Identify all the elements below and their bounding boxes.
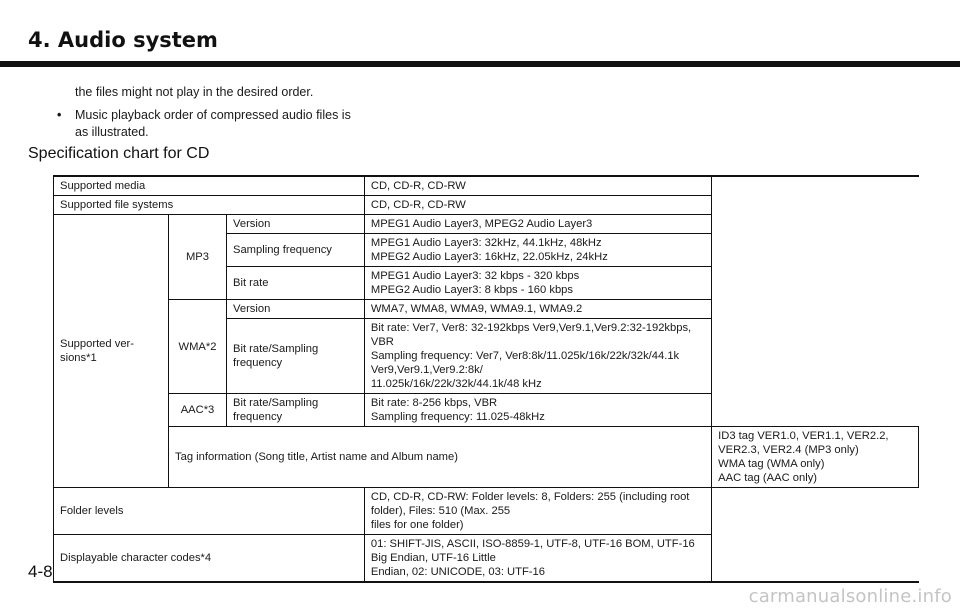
param-value: Bit rate: 8-256 kbps, VBR Sampling frequency: 11.025-48kHz: [364, 394, 711, 427]
row-value-displayable-codes: 01: SHIFT-JIS, ASCII, ISO-8859-1, UTF-8, UTF-16 BOM, UTF-16 Big Endian, UTF-16 Little Endian, 02: UNICODE, 03: UTF-16: [364, 535, 711, 583]
watermark: carmanualsonline.info: [748, 586, 952, 607]
table-row: [54, 427, 919, 488]
row-value-supported-media: CD, CD-R, CD-RW: [364, 176, 711, 196]
bullet-text: Music playback order of compressed audio files is as illustrated.: [75, 108, 351, 139]
param-label: Version: [227, 215, 365, 234]
table-row: [54, 300, 919, 319]
table-row: [54, 176, 919, 196]
row-label-folder-levels: Folder levels: [54, 488, 365, 535]
param-value: WMA7, WMA8, WMA9, WMA9.1, WMA9.2: [364, 300, 711, 319]
row-label-supported-file-systems: Supported file systems: [54, 196, 365, 215]
param-value: MPEG1 Audio Layer3, MPEG2 Audio Layer3: [364, 215, 711, 234]
format-label-mp3: MP3: [169, 215, 227, 300]
param-label: Bit rate: [227, 267, 365, 300]
chart-title: Specification chart for CD: [28, 145, 210, 162]
param-label: Bit rate/Sampling frequency: [227, 319, 365, 394]
param-label: Sampling frequency: [227, 234, 365, 267]
list-item: [57, 107, 355, 141]
bullet-icon: •: [57, 108, 62, 122]
table-row: [54, 394, 919, 427]
spec-table: [53, 175, 919, 583]
intro-paragraph: the files might not play in the desired order.: [75, 85, 314, 99]
table-row: [54, 488, 919, 535]
header-rule: [0, 61, 960, 67]
param-label: Bit rate/Sampling frequency: [227, 394, 365, 427]
bullet-list: [57, 107, 355, 141]
row-value-tag-information: ID3 tag VER1.0, VER1.1, VER2.2, VER2.3, VER2.4 (MP3 only) WMA tag (WMA only) AAC tag (AAC only): [712, 427, 919, 488]
param-value: MPEG1 Audio Layer3: 32 kbps - 320 kbps MPEG2 Audio Layer3: 8 kbps - 160 kbps: [364, 267, 711, 300]
row-label-tag-information: Tag information (Song title, Artist name and Album name): [169, 427, 712, 488]
page-number: 4-8: [28, 562, 53, 581]
format-label-aac: AAC*3: [169, 394, 227, 427]
row-label-supported-media: Supported media: [54, 176, 365, 196]
row-value-supported-file-systems: CD, CD-R, CD-RW: [364, 196, 711, 215]
section-title: 4. Audio system: [28, 28, 218, 52]
row-label-displayable-codes: Displayable character codes*4: [54, 535, 365, 583]
param-label: Version: [227, 300, 365, 319]
table-row: [54, 535, 919, 583]
table-row: [54, 215, 919, 234]
param-value: Bit rate: Ver7, Ver8: 32-192kbps Ver9,Ver9.1,Ver9.2:32-192kbps, VBR Sampling frequency: Ver7, Ver8:8k/11.025k/16k/22k/32k/44.1k Ver9,Ver9.1,Ver9.2:8k/ 11.025k/16k/22k/32k/44.1k/48 kHz: [364, 319, 711, 394]
group-label-supported-versions: Supported ver- sions*1: [54, 215, 169, 488]
table-row: [54, 196, 919, 215]
param-value: MPEG1 Audio Layer3: 32kHz, 44.1kHz, 48kHz MPEG2 Audio Layer3: 16kHz, 22.05kHz, 24kHz: [364, 234, 711, 267]
format-label-wma: WMA*2: [169, 300, 227, 394]
row-value-folder-levels: CD, CD-R, CD-RW: Folder levels: 8, Folders: 255 (including root folder), Files: 510 (Max. 255 files for one folder): [364, 488, 711, 535]
